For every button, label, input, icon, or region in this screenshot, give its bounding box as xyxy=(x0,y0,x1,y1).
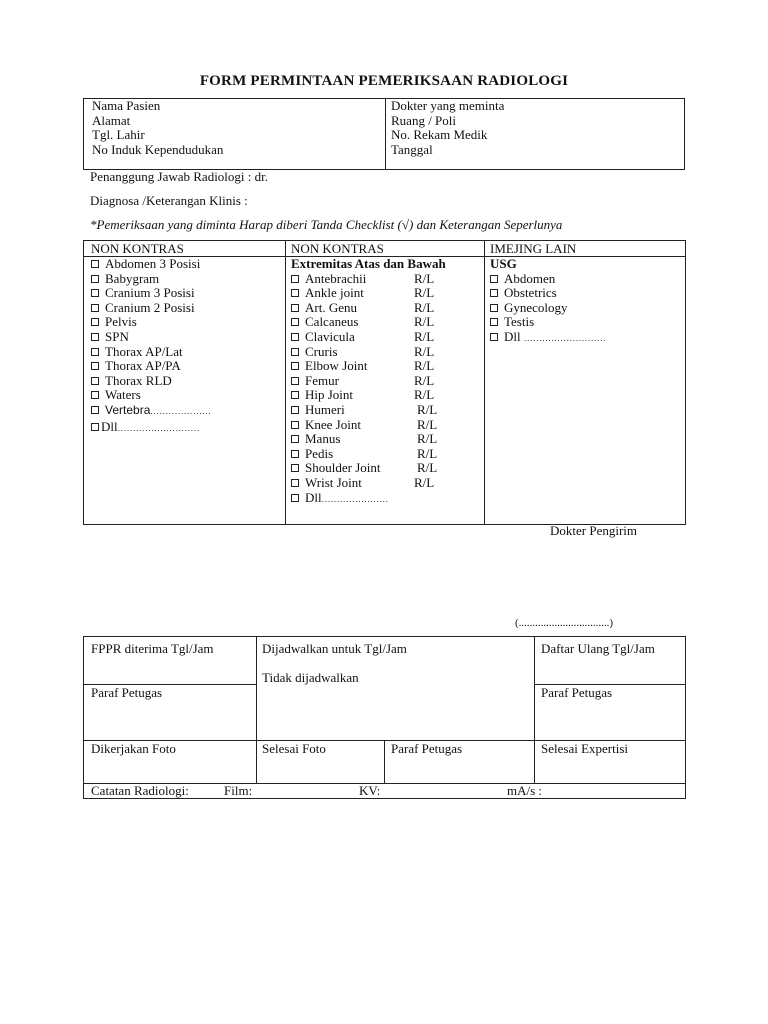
col2-header: NON KONTRAS xyxy=(291,241,384,256)
sender-doctor-label: Dokter Pengirim xyxy=(550,523,638,538)
alamat-label: Alamat xyxy=(92,112,131,128)
fill-dots: .................... xyxy=(150,406,212,416)
checkbox-icon[interactable] xyxy=(490,275,498,283)
checkbox-icon[interactable] xyxy=(490,304,498,312)
paraf-petugas-mid: Paraf Petugas xyxy=(391,741,463,756)
exam-item[interactable]: Ankle joint R/L xyxy=(291,286,481,301)
exam-item[interactable]: Femur R/L xyxy=(291,374,481,389)
exam-item[interactable]: Antebrachii R/L xyxy=(291,272,481,287)
checkbox-icon[interactable] xyxy=(91,333,99,341)
rl-label: R/L xyxy=(414,474,435,490)
ruang-poli-label: Ruang / Poli xyxy=(391,112,457,128)
checkbox-icon[interactable] xyxy=(91,289,99,297)
paraf-petugas-right: Paraf Petugas xyxy=(541,685,613,700)
checkbox-icon[interactable] xyxy=(291,318,299,326)
signature-line: (.................................) xyxy=(515,617,614,629)
exam-item[interactable]: Dll........................... xyxy=(91,420,211,437)
checkbox-icon[interactable] xyxy=(91,362,99,370)
exam-item[interactable]: Manus R/L xyxy=(291,432,481,447)
checkbox-icon[interactable] xyxy=(291,289,299,297)
not-scheduled-label: Tidak dijadwalkan xyxy=(262,670,359,685)
rl-label: R/L xyxy=(414,299,435,315)
checkbox-icon[interactable] xyxy=(490,333,498,341)
rl-label: R/L xyxy=(414,328,435,344)
exam-item[interactable]: Cranium 3 Posisi xyxy=(91,286,211,301)
patient-info-box xyxy=(83,98,685,170)
checkbox-icon[interactable] xyxy=(91,423,99,431)
checkbox-icon[interactable] xyxy=(291,406,299,414)
checkbox-icon[interactable] xyxy=(91,348,99,356)
patient-info-left xyxy=(92,99,223,157)
photo-done-label: Dikerjakan Foto xyxy=(91,741,176,756)
exam-item[interactable]: Dll...................... xyxy=(291,491,481,508)
exam-item[interactable]: Wrist Joint R/L xyxy=(291,476,481,491)
exam-item[interactable]: Knee Joint R/L xyxy=(291,418,481,433)
exam-item[interactable]: Art. Genu R/L xyxy=(291,301,481,316)
exam-item[interactable]: Shoulder Joint R/L xyxy=(291,461,481,476)
exam-item[interactable]: Babygram xyxy=(91,272,211,287)
exam-item[interactable]: Thorax AP/Lat xyxy=(91,345,211,360)
exam-item[interactable]: Clavicula R/L xyxy=(291,330,481,345)
fppr-received-label: FPPR diterima Tgl/Jam xyxy=(91,641,214,656)
rl-label: R/L xyxy=(414,285,435,301)
scheduled-label: Dijadwalkan untuk Tgl/Jam xyxy=(262,641,407,656)
photo-finished-label: Selesai Foto xyxy=(262,741,326,756)
exam-item[interactable]: Abdomen 3 Posisi xyxy=(91,257,211,272)
exam-item[interactable]: Calcaneus R/L xyxy=(291,315,481,330)
exam-table xyxy=(83,240,686,525)
rl-label: R/L xyxy=(414,387,435,403)
rl-label: R/L xyxy=(417,416,438,432)
col3-subheader: USG xyxy=(490,256,517,271)
col2-subheader: Extremitas Atas dan Bawah xyxy=(291,256,446,271)
rl-label: R/L xyxy=(414,270,435,286)
checkbox-icon[interactable] xyxy=(291,304,299,312)
exam-item[interactable]: Humeri R/L xyxy=(291,403,481,418)
checkbox-icon[interactable] xyxy=(291,479,299,487)
checklist-instruction: *Pemeriksaan yang diminta Harap diberi Tanda Checklist (√) dan Keterangan Seperlunya xyxy=(90,217,563,232)
fill-dots: ...................... xyxy=(321,494,389,504)
checkbox-icon[interactable] xyxy=(91,318,99,326)
exam-item[interactable]: Gynecology xyxy=(490,301,606,316)
rl-label: R/L xyxy=(414,343,435,359)
rl-label: R/L xyxy=(414,372,435,388)
film-label: Film: xyxy=(224,783,253,798)
checkbox-icon[interactable] xyxy=(91,304,99,312)
checkbox-icon[interactable] xyxy=(291,464,299,472)
exam-item[interactable]: Thorax AP/PA xyxy=(91,359,211,374)
kv-label: KV: xyxy=(359,783,381,798)
checkbox-icon[interactable] xyxy=(291,450,299,458)
checkbox-icon[interactable] xyxy=(291,377,299,385)
checkbox-icon[interactable] xyxy=(291,275,299,283)
checkbox-icon[interactable] xyxy=(91,260,99,268)
col2-list xyxy=(291,257,481,507)
exam-item[interactable]: SPN xyxy=(91,330,211,345)
reregister-label: Daftar Ulang Tgl/Jam xyxy=(541,641,655,656)
rl-label: R/L xyxy=(414,314,435,330)
checkbox-icon[interactable] xyxy=(91,391,99,399)
exam-item[interactable]: Cruris R/L xyxy=(291,345,481,360)
exam-item[interactable]: Pedis R/L xyxy=(291,447,481,462)
checkbox-icon[interactable] xyxy=(490,289,498,297)
fill-dots: ........................... xyxy=(117,423,200,433)
mas-label: mA/s : xyxy=(507,783,543,798)
expertise-finished-label: Selesai Expertisi xyxy=(541,741,629,756)
checkbox-icon[interactable] xyxy=(291,435,299,443)
exam-item[interactable]: Thorax RLD xyxy=(91,374,211,389)
exam-item[interactable]: Cranium 2 Posisi xyxy=(91,301,211,316)
col3-header: IMEJING LAIN xyxy=(490,241,577,256)
checkbox-icon[interactable] xyxy=(291,348,299,356)
col1-header: NON KONTRAS xyxy=(91,241,184,256)
exam-item[interactable]: Elbow Joint R/L xyxy=(291,359,481,374)
form-title: FORM PERMINTAAN PEMERIKSAAN RADIOLOGI xyxy=(199,73,569,89)
checkbox-icon[interactable] xyxy=(490,318,498,326)
exam-item[interactable]: Testis xyxy=(490,315,606,330)
nama-pasien-label: Nama Pasien xyxy=(92,98,161,113)
diagnosis-label: Diagnosa /Keterangan Klinis : xyxy=(90,193,248,208)
rl-label: R/L xyxy=(417,445,438,461)
exam-item[interactable]: Abdomen xyxy=(490,272,606,287)
responsible-doctor: Penanggung Jawab Radiologi : dr. xyxy=(90,169,269,184)
exam-item[interactable]: Waters xyxy=(91,388,211,403)
exam-item[interactable]: Pelvis xyxy=(91,315,211,330)
exam-item[interactable]: Vertebra.................... xyxy=(91,403,211,420)
tgl-lahir-label: Tgl. Lahir xyxy=(92,127,145,143)
checkbox-icon[interactable] xyxy=(91,406,99,414)
rl-label: R/L xyxy=(417,460,438,476)
patient-info-right xyxy=(391,99,504,157)
checkbox-icon[interactable] xyxy=(91,275,99,283)
checkbox-icon[interactable] xyxy=(291,421,299,429)
rl-label: R/L xyxy=(417,401,438,417)
exam-item[interactable]: Obstetrics xyxy=(490,286,606,301)
checkbox-icon[interactable] xyxy=(291,362,299,370)
process-table xyxy=(83,636,686,799)
col1-list xyxy=(91,257,211,436)
checkbox-icon[interactable] xyxy=(291,391,299,399)
rl-label: R/L xyxy=(417,431,438,447)
col3-list xyxy=(490,257,606,347)
checkbox-icon[interactable] xyxy=(291,333,299,341)
dokter-peminta-label: Dokter yang meminta xyxy=(391,98,505,113)
radiology-notes-label: Catatan Radiologi: xyxy=(91,783,189,798)
nik-label: No Induk Kependudukan xyxy=(92,141,224,157)
exam-item[interactable]: Hip Joint R/L xyxy=(291,388,481,403)
exam-item[interactable]: Dll ........................... xyxy=(490,330,606,347)
fill-dots: ........................... xyxy=(523,333,607,343)
rekam-medik-label: No. Rekam Medik xyxy=(391,127,488,143)
rl-label: R/L xyxy=(414,358,435,374)
paraf-petugas-left: Paraf Petugas xyxy=(91,685,163,700)
checkbox-icon[interactable] xyxy=(291,494,299,502)
tanggal-label: Tanggal xyxy=(391,141,433,157)
checkbox-icon[interactable] xyxy=(91,377,99,385)
